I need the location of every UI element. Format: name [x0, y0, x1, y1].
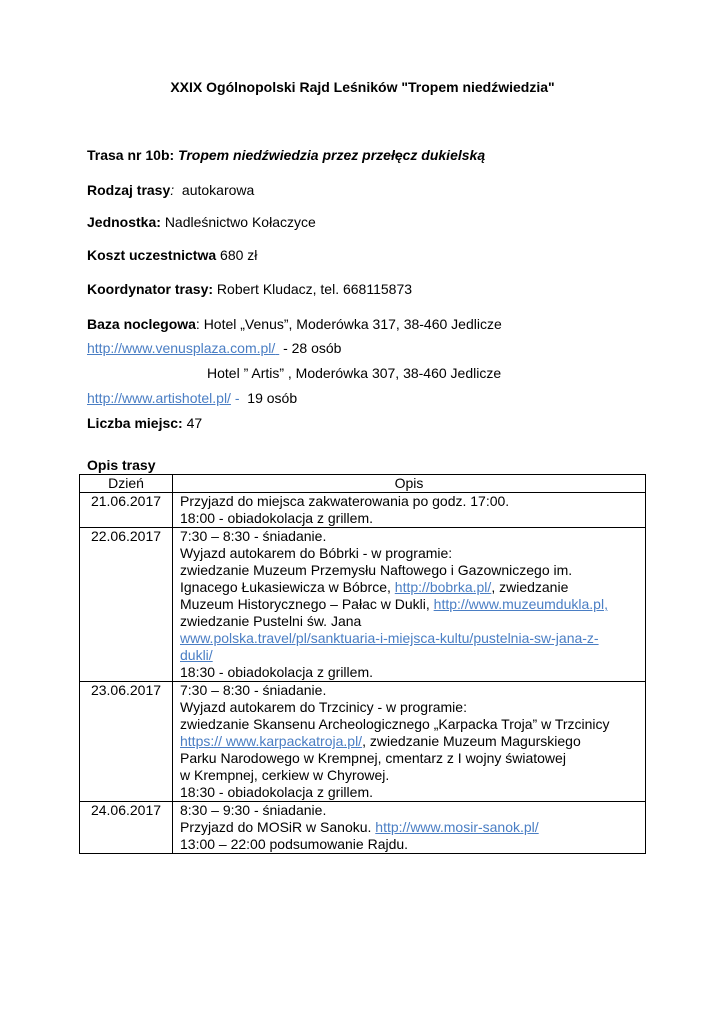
coordinator-value: Robert Kludacz, tel. 668115873	[216, 281, 413, 297]
unit-label: Jednostka:	[87, 214, 161, 230]
description-line	[180, 613, 645, 630]
description-text: Wyjazd autokarem do Bóbrki - w programie:	[180, 545, 453, 561]
description-line	[180, 545, 645, 562]
description-text: Wyjazd autokarem do Trzcinicy - w programie:	[180, 699, 467, 715]
hotel2-line	[207, 365, 501, 381]
row-day: 23.06.2017	[80, 682, 173, 802]
description-line	[180, 784, 645, 801]
description-line	[180, 596, 645, 613]
hotel2-dash: -	[230, 390, 244, 406]
table-row	[80, 682, 646, 802]
description-line	[180, 528, 645, 545]
description-text: 7:30 – 8:30 - śniadanie.	[180, 682, 327, 698]
hotel2-link[interactable]: http://www.artishotel.pl/	[87, 390, 231, 406]
lodging-line	[87, 316, 502, 332]
places-line	[87, 415, 202, 431]
description-text: w Krempnej, cerkiew w Chyrowej.	[180, 767, 390, 783]
document-title: XXIX Ogólnopolski Rajd Leśników "Tropem niedźwiedzia"	[170, 79, 555, 95]
description-line	[180, 562, 645, 579]
cost-value: 680 zł	[220, 247, 258, 263]
description-text: zwiedzanie Pustelni św. Jana	[180, 613, 362, 629]
description-line	[180, 819, 645, 836]
description-line	[180, 750, 645, 767]
coordinator-label: Koordynator trasy:	[87, 281, 214, 297]
description-text: 13:00 – 22:00 podsumowanie Rajdu.	[180, 836, 409, 852]
description-text: Muzeum Historycznego – Pałac w Dukli,	[180, 596, 434, 612]
row-day: 22.06.2017	[80, 528, 173, 682]
route-type-value: autokarowa	[181, 182, 255, 198]
description-text: Przyjazd do MOSiR w Sanoku.	[180, 819, 376, 835]
row-description	[173, 528, 646, 682]
description-line	[180, 699, 645, 716]
route-type-label: Rodzaj trasy	[87, 182, 171, 198]
description-link[interactable]: https:// www.karpackatroja.pl/	[180, 733, 363, 749]
header-desc: Opis	[173, 475, 646, 493]
hotel1-text: : Hotel „Venus”, Moderówka 317, 38-460 Jedlicze	[195, 316, 502, 332]
lodging-label: Baza noclegowa	[87, 316, 196, 332]
route-type-line	[87, 182, 254, 198]
description-link[interactable]: http://www.mosir-sanok.pl/	[375, 819, 539, 835]
table-row	[80, 528, 646, 682]
description-text: 8:30 – 9:30 - śniadanie.	[180, 802, 327, 818]
description-link[interactable]: http://www.muzeumdukla.pl,	[433, 596, 608, 612]
table-row	[80, 493, 646, 528]
coordinator-line	[87, 281, 412, 297]
description-text: 7:30 – 8:30 - śniadanie.	[180, 528, 327, 544]
description-text: zwiedzanie Skansenu Archeologicznego „Karpacka Troja” w Trzcinicy	[180, 716, 610, 732]
route-line	[87, 147, 485, 163]
hotel1-link-line	[87, 340, 341, 356]
description-line	[180, 579, 645, 596]
route-label: Trasa nr 10b:	[87, 147, 175, 163]
description-text: , zwiedzanie Muzeum Magurskiego	[362, 733, 581, 749]
unit-value: Nadleśnictwo Kołaczyce	[164, 214, 316, 230]
hotel2-text: Hotel ” Artis” , Moderówka 307, 38-460 Jedlicze	[207, 365, 502, 381]
description-line	[180, 630, 645, 647]
cost-label: Koszt uczestnictwa	[87, 247, 217, 263]
description-text: Parku Narodowego w Krempnej, cmentarz z I wojny światowej	[180, 750, 566, 766]
description-line	[180, 733, 645, 750]
description-line	[180, 510, 645, 527]
description-text: Ignacego Łukasiewicza w Bóbrce,	[180, 579, 395, 595]
section-title: Opis trasy	[87, 457, 156, 473]
table-header-row	[80, 475, 646, 493]
description-line	[180, 767, 645, 784]
description-text: , zwiedzanie	[491, 579, 569, 595]
description-line	[180, 664, 645, 681]
description-line	[180, 647, 645, 664]
description-link[interactable]: www.polska.travel/pl/sanktuaria-i-miejsca-kultu/pustelnia-sw-jana-z-	[180, 630, 599, 646]
places-value: 47	[186, 415, 203, 431]
description-text: 18:30 - obiadokolacja z grillem.	[180, 784, 373, 800]
description-line	[180, 802, 645, 819]
header-day: Dzień	[80, 475, 173, 493]
description-text: zwiedzanie Muzeum Przemysłu Naftowego i Gazowniczego im.	[180, 562, 573, 578]
route-type-colon: :	[170, 182, 175, 198]
description-line	[180, 836, 645, 853]
description-line	[180, 682, 645, 699]
hotel1-link[interactable]: http://www.venusplaza.com.pl/	[87, 340, 276, 356]
unit-line	[87, 214, 316, 230]
schedule-table	[79, 474, 646, 854]
table-row	[80, 802, 646, 854]
hotel2-count: 19 osób	[247, 390, 298, 406]
row-description	[173, 802, 646, 854]
description-text: Przyjazd do miejsca zakwaterowania po godz. 17:00.	[180, 493, 510, 509]
row-description	[173, 493, 646, 528]
description-line	[180, 493, 645, 510]
description-text: 18:30 - obiadokolacja z grillem.	[180, 664, 373, 680]
description-line	[180, 716, 645, 733]
route-name: Tropem niedźwiedzia przez przełęcz dukielską	[178, 147, 486, 163]
schedule-body	[80, 493, 646, 854]
places-label: Liczba miejsc:	[87, 415, 183, 431]
row-day: 24.06.2017	[80, 802, 173, 854]
description-link[interactable]: http://bobrka.pl/	[394, 579, 492, 595]
hotel2-link-line	[87, 390, 297, 406]
cost-line	[87, 247, 257, 263]
description-link[interactable]: dukli/	[180, 647, 213, 663]
hotel1-count: - 28 osób	[279, 340, 342, 356]
description-text: 18:00 - obiadokolacja z grillem.	[180, 510, 373, 526]
row-description	[173, 682, 646, 802]
row-day: 21.06.2017	[80, 493, 173, 528]
